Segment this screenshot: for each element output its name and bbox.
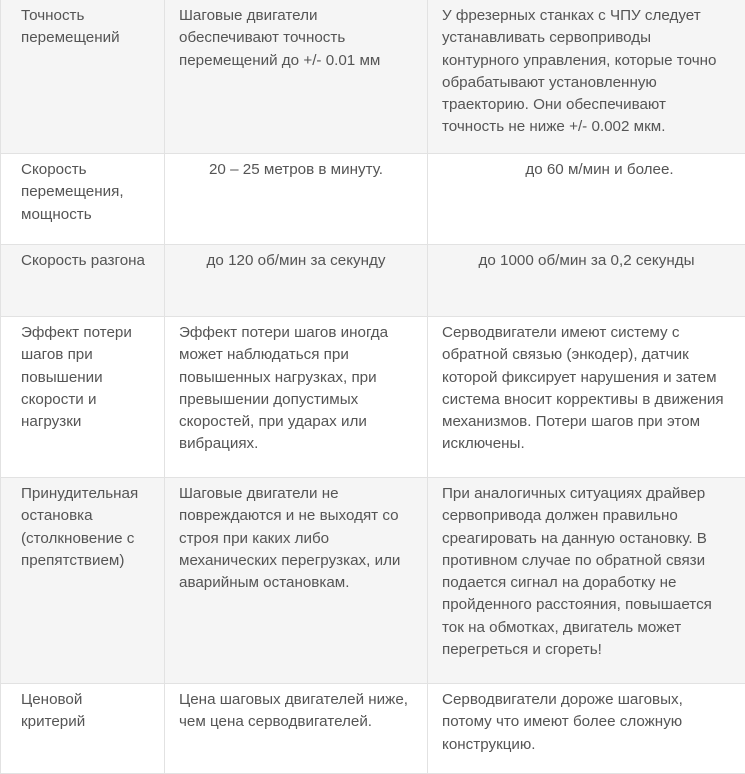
table-row-accuracy	[1, 0, 745, 154]
servo-cell: до 1000 об/мин за 0,2 секунды	[428, 245, 745, 317]
criterion-cell: Скорость перемещения, мощность	[1, 154, 165, 245]
stepper-cell: Цена шаговых двигателей ниже, чем цена серводвигателей.	[165, 684, 428, 774]
stepper-cell: Эффект потери шагов иногда может наблюдаться при повышенных нагрузках, при превышении допустимых скоростей, при ударах или вибрациях.	[165, 317, 428, 478]
criterion-cell: Скорость разгона	[1, 245, 165, 317]
table-row-price	[1, 684, 745, 774]
criterion-cell: Эффект потери шагов при повышении скорости и нагрузки	[1, 317, 165, 478]
stepper-cell: до 120 об/мин за секунду	[165, 245, 428, 317]
servo-cell: до 60 м/мин и более.	[428, 154, 745, 245]
criterion-cell: Принудительная остановка (столкновение с препятствием)	[1, 478, 165, 684]
table-row-forced-stop	[1, 478, 745, 684]
criterion-cell: Ценовой критерий	[1, 684, 165, 774]
table-row-speed	[1, 154, 745, 245]
servo-cell: У фрезерных станках с ЧПУ следует устанавливать сервоприводы контурного управления, которые точно обрабатывают установленную траекторию. Они обеспечивают точность не ниже +/- 0.002 мкм.	[428, 0, 745, 154]
stepper-cell: Шаговые двигатели обеспечивают точность перемещений до +/- 0.01 мм	[165, 0, 428, 154]
stepper-cell: Шаговые двигатели не повреждаются и не выходят со строя при каких либо механических перегрузках, или аварийным остановкам.	[165, 478, 428, 684]
servo-cell: При аналогичных ситуациях драйвер сервопривода должен правильно среагировать на данную остановку. В противном случае по обратной связи подается сигнал на доработку не пройденного расстояния, повышается ток на обмотках, двигатель может перегреться и сгореть!	[428, 478, 745, 684]
servo-cell: Серводвигатели имеют систему с обратной связью (энкодер), датчик которой фиксирует нарушения и затем система вносит коррективы в движения механизмов. Потери шагов при этом исключены.	[428, 317, 745, 478]
table-row-acceleration	[1, 245, 745, 317]
servo-cell: Серводвигатели дороже шаговых, потому что имеют более сложную конструкцию.	[428, 684, 745, 774]
table-row-step-loss	[1, 317, 745, 478]
criterion-cell: Точность перемещений	[1, 0, 165, 154]
stepper-cell: 20 – 25 метров в минуту.	[165, 154, 428, 245]
